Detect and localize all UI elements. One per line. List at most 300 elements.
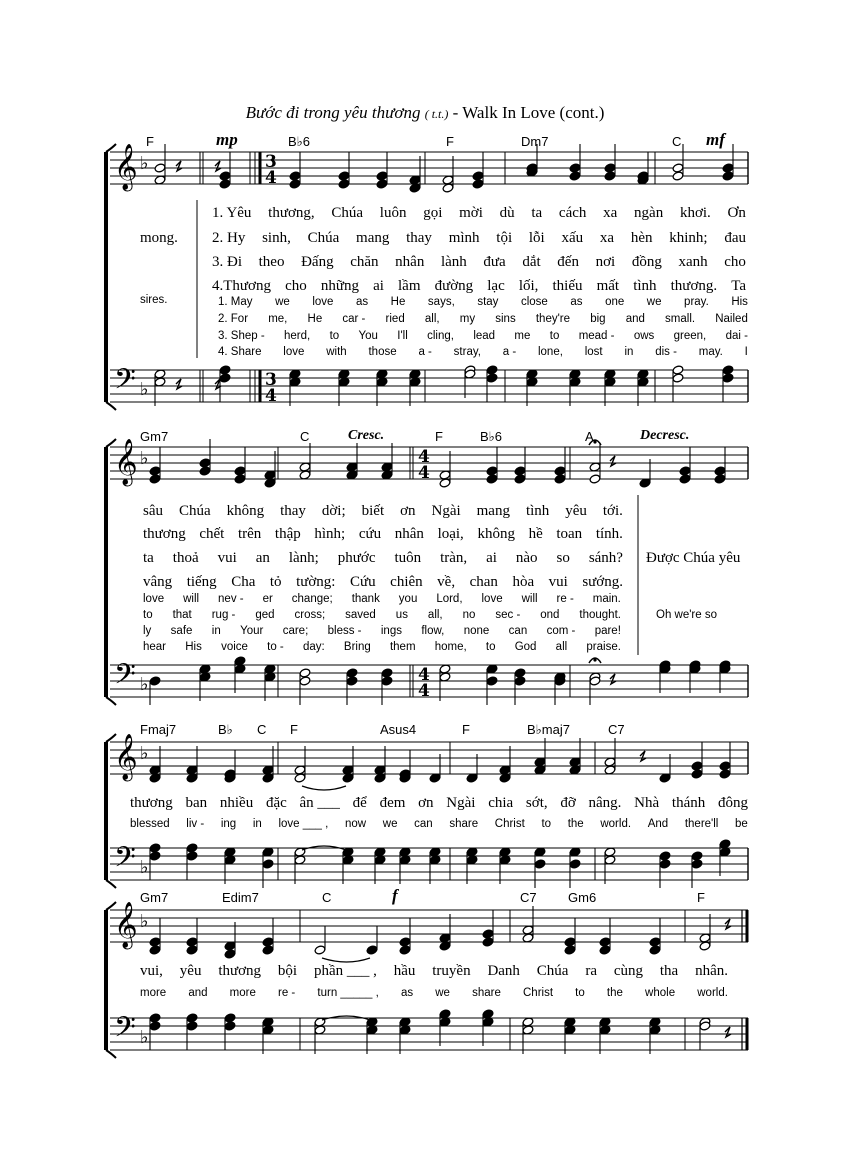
lyric-syllable: big — [590, 313, 606, 325]
note-head — [381, 676, 393, 686]
lyric-syllable: đường — [434, 278, 474, 294]
note-head — [219, 373, 231, 383]
lyric-syllable: 4. Share — [218, 346, 262, 358]
note-head — [604, 171, 616, 181]
lyric-syllable: car - — [342, 313, 366, 325]
lyric-syllable: ai — [486, 550, 497, 566]
lyric-syllable: we — [275, 296, 290, 308]
lyric-syllable: yêu — [179, 963, 202, 979]
lyric-syllable: mình — [448, 230, 480, 246]
time-signature: 4 — [418, 665, 430, 685]
lyric-syllable: nev - — [218, 593, 244, 605]
lyric-syllable: ơn — [418, 795, 434, 811]
note-head — [569, 859, 581, 869]
note-head — [219, 365, 231, 375]
dynamic-marking: f — [392, 886, 398, 905]
lyric-syllable: đặc — [265, 795, 287, 811]
lyric-syllable: re - — [556, 593, 574, 605]
lyric-syllable: pare! — [594, 625, 621, 637]
title-english: - Walk In Love — [452, 103, 556, 122]
lyric-syllable: tình — [525, 503, 550, 519]
lyric-syllable: cross; — [294, 609, 326, 621]
lyric-syllable: You — [358, 330, 378, 342]
lyric-syllable: in — [211, 625, 221, 637]
note-head — [719, 769, 731, 779]
note-head — [482, 929, 494, 939]
time-signature: 4 — [418, 463, 430, 483]
note-head — [514, 466, 526, 476]
lyric-syllable: khinh; — [669, 230, 708, 246]
note-head — [149, 676, 161, 686]
treble-clef: 𝄞 — [114, 902, 138, 948]
note-head — [679, 474, 691, 484]
lyric-syllable: cho — [285, 278, 307, 294]
lyric-syllable: dis - — [655, 346, 677, 358]
lyric-syllable: Christ — [494, 818, 525, 830]
verse-1-vi — [143, 503, 623, 520]
lyric-syllable: dù — [499, 205, 515, 221]
lyric-syllable: thương — [218, 963, 262, 979]
lyric-syllable: hầu — [393, 963, 416, 979]
lyric-syllable: small. — [665, 313, 696, 325]
system-bracket — [106, 1050, 116, 1058]
chord-symbol: Gm6 — [568, 890, 597, 905]
chord-symbol: F — [462, 722, 470, 737]
note-head — [599, 937, 611, 947]
bass-clef: 𝄢 — [114, 658, 136, 698]
chord-symbol: Edim7 — [222, 890, 259, 905]
lyric-syllable: be — [735, 818, 748, 830]
lyric-syllable: 4.Thương — [212, 278, 271, 294]
lyric-syllable: đồng — [631, 254, 662, 270]
lyric-syllable: khơi. — [679, 205, 711, 221]
lyric-syllable: we — [435, 987, 450, 999]
lyric-syllable: love ___ , — [278, 818, 329, 830]
lyric-syllable: er — [262, 593, 273, 605]
lyric-syllable: ings — [380, 625, 402, 637]
lyric-syllable: vâng — [143, 574, 173, 590]
note-head — [376, 171, 388, 181]
lyric-syllable: Ngài — [446, 795, 476, 811]
lyric-syllable: no — [462, 609, 476, 621]
lyric-syllable: stay — [477, 296, 499, 308]
lyric-syllable: nhân — [395, 254, 425, 270]
lyric-syllable: sins — [495, 313, 516, 325]
note-head — [649, 945, 661, 955]
lyric-syllable: may. — [698, 346, 723, 358]
verse-2-vi — [143, 526, 623, 543]
lyric-syllable: chia — [488, 795, 514, 811]
note-head — [514, 676, 526, 686]
title-cont: (cont.) — [559, 103, 605, 122]
note-head — [262, 945, 274, 955]
rest — [215, 161, 221, 171]
rest — [176, 161, 182, 171]
lyric-syllable: He — [307, 313, 323, 325]
lyric-syllable: to — [549, 330, 560, 342]
lyric-syllable: lost — [584, 346, 603, 358]
note-head — [691, 851, 703, 861]
note-head — [672, 373, 684, 383]
chord-symbol: C — [257, 722, 267, 737]
chord-symbol: C7 — [520, 890, 537, 905]
lyric-syllable: thank — [351, 593, 380, 605]
chord-symbol: Gm7 — [140, 890, 169, 905]
lyric-syllable: lone, — [537, 346, 563, 358]
dynamic-marking: mf — [706, 130, 725, 149]
lyric-syllable: love — [283, 346, 305, 358]
lyric-syllable: ows — [633, 330, 655, 342]
lyric-syllable: the — [606, 987, 623, 999]
lyric-syllable: 3. Shep - — [218, 330, 265, 342]
note-head — [199, 466, 211, 476]
chord-symbol: C — [300, 429, 310, 444]
lyric-syllable: home, — [434, 641, 467, 653]
lyric-syllable: 1. Yêu — [212, 205, 252, 221]
lyric-syllable: nơi — [595, 254, 616, 270]
flat-sign: ♭ — [140, 379, 149, 400]
lyric-syllable: all, — [427, 609, 443, 621]
note-head — [149, 1021, 161, 1031]
lyric-syllable: hèn — [630, 230, 653, 246]
system-bracket — [106, 880, 116, 888]
verse-4-en — [143, 641, 621, 653]
note-head — [589, 474, 601, 484]
note-head — [224, 949, 236, 959]
treble-clef: 𝄞 — [114, 144, 138, 190]
lyric-syllable: pray. — [684, 296, 709, 308]
lyric-syllable: chiên — [390, 574, 423, 590]
time-signature: 4 — [418, 447, 430, 467]
tie — [302, 786, 346, 790]
lyric-syllable: hề — [528, 526, 543, 542]
note-head — [486, 373, 498, 383]
lyric-syllable: there'll — [684, 818, 719, 830]
lyric-syllable: I — [744, 346, 748, 358]
lyric-syllable: chết — [199, 526, 225, 542]
note-head — [186, 851, 198, 861]
note-head — [691, 761, 703, 771]
lyric-syllable: tính. — [595, 526, 623, 542]
lyric-syllable: Nailed — [715, 313, 748, 325]
lyric-syllable: tội — [496, 230, 513, 246]
note-head — [299, 668, 311, 678]
chord-symbol: Dm7 — [521, 134, 549, 149]
lyric-syllable: day: — [302, 641, 325, 653]
lyric-syllable: I'll — [397, 330, 408, 342]
chord-symbol: A — [585, 429, 594, 444]
note-head — [262, 937, 274, 947]
lyric-syllable: 3. Đi — [212, 254, 242, 270]
lyric-syllable: share — [472, 987, 501, 999]
lyric-syllable: trên — [237, 526, 262, 542]
lyric-syllable: sâu — [143, 503, 163, 519]
lyric-syllable: as — [400, 987, 414, 999]
lyrics-en — [140, 987, 728, 999]
lyric-syllable: Chúa — [178, 503, 211, 519]
lyric-syllable: 2. Hy — [212, 230, 246, 246]
lyric-syllable: me — [514, 330, 531, 342]
lyric-syllable: chan — [469, 574, 498, 590]
lyric-syllable: ban — [185, 795, 208, 811]
lyric-syllable: flow, — [421, 625, 445, 637]
lyric-syllable: thương, — [268, 205, 315, 221]
note-head — [604, 163, 616, 173]
lyric-syllable: And — [647, 818, 669, 830]
lyric-syllable: nhân — [394, 526, 424, 542]
lyric-syllable: mời — [459, 205, 483, 221]
lyric-syllable: blessed — [130, 818, 170, 830]
lyric-syllable: ta — [143, 550, 154, 566]
rest — [725, 1027, 731, 1037]
time-signature: 4 — [265, 168, 277, 188]
system-1 — [100, 130, 760, 410]
note-head — [564, 945, 576, 955]
lyrics-vi — [140, 963, 728, 980]
note-head — [346, 676, 358, 686]
rest — [610, 456, 616, 466]
chord-symbol: C7 — [608, 722, 625, 737]
lyric-syllable: lành — [440, 254, 467, 270]
lyric-syllable: ân ___ — [299, 795, 340, 811]
lyric-syllable: and — [625, 313, 645, 325]
decrescendo-marking: Decresc. — [640, 428, 690, 443]
note-head — [149, 945, 161, 955]
rest — [610, 674, 616, 684]
chord-symbol: B♭maj7 — [527, 722, 570, 737]
lyric-syllable: nhân. — [695, 963, 728, 979]
lyric-syllable: none — [463, 625, 490, 637]
lyric-syllable: về, — [437, 574, 456, 590]
note-head — [149, 1013, 161, 1023]
chord-symbol: F — [146, 134, 154, 149]
lyric-syllable: to — [329, 330, 340, 342]
chord-symbol: F — [697, 890, 705, 905]
note-head — [149, 937, 161, 947]
verse-3-en — [143, 625, 621, 637]
lyric-syllable: all — [555, 641, 568, 653]
system-4 — [100, 888, 760, 1058]
lyric-syllable: they're — [535, 313, 571, 325]
rest — [640, 751, 646, 761]
note-head — [659, 851, 671, 861]
note-head — [564, 937, 576, 947]
lyric-syllable: saved — [345, 609, 376, 621]
lyric-syllable: my — [459, 313, 476, 325]
lyric-syllable: as — [570, 296, 583, 308]
note-head — [149, 843, 161, 853]
verse-1-en — [143, 593, 621, 605]
lyric-syllable: tường: — [296, 574, 336, 590]
crescendo-marking: Cresc. — [348, 428, 385, 443]
note-head — [569, 171, 581, 181]
lyric-syllable: tha — [659, 963, 679, 979]
chord-symbol: F — [290, 722, 298, 737]
system-2-staves — [100, 425, 760, 710]
lyric-syllable: in — [624, 346, 634, 358]
chord-symbol: C — [672, 134, 682, 149]
note-head — [338, 179, 350, 189]
lyric-syllable: thương — [130, 795, 173, 811]
lyric-syllable: them — [389, 641, 416, 653]
system-bracket — [106, 697, 116, 705]
lyric-syllable: rug - — [211, 609, 236, 621]
note-head — [224, 1021, 236, 1031]
lyric-syllable: tuôn — [394, 550, 422, 566]
note-head — [149, 851, 161, 861]
lyric-syllable: đỡ — [560, 795, 576, 811]
lyric-syllable: more — [140, 987, 167, 999]
lyric-syllable: chăn — [350, 254, 379, 270]
lyric-syllable: lối, — [518, 278, 539, 294]
title-tt: ( t.t.) — [424, 107, 449, 121]
chord-symbol: B♭6 — [480, 429, 503, 444]
lyric-syllable: ai — [373, 278, 384, 294]
lyric-syllable: Ngài — [431, 503, 461, 519]
lyric-syllable: herd, — [284, 330, 311, 342]
lyric-syllable: bless - — [327, 625, 362, 637]
lyric-syllable: voice — [221, 641, 248, 653]
flat-sign: ♭ — [140, 674, 149, 695]
rest — [176, 379, 182, 389]
lyric-syllable: nào — [515, 550, 538, 566]
note-head — [472, 171, 484, 181]
lyric-syllable: God — [514, 641, 537, 653]
treble-clef: 𝄞 — [114, 439, 138, 485]
note-head — [486, 466, 498, 476]
verse-3-vi — [212, 254, 746, 271]
verse-4-en — [218, 346, 748, 358]
chord-symbol: C — [322, 890, 332, 905]
lyric-syllable: sánh? — [588, 550, 623, 566]
note-head — [399, 937, 411, 947]
lyric-syllable: us — [395, 609, 408, 621]
lyric-syllable: ơn — [400, 503, 416, 519]
lyric-syllable: mang — [356, 230, 390, 246]
note-head — [691, 859, 703, 869]
lyric-syllable: that — [172, 609, 192, 621]
note-head — [289, 179, 301, 189]
lyric-syllable: đưa — [483, 254, 506, 270]
note-head — [691, 769, 703, 779]
note-head — [299, 676, 311, 686]
verse-1-vi — [212, 205, 746, 222]
note-head — [262, 859, 274, 869]
lyric-syllable: we — [646, 296, 662, 308]
lyric-syllable: ngàn — [634, 205, 664, 221]
lyric-syllable: dai - — [725, 330, 748, 342]
lyric-syllable: đau — [724, 230, 746, 246]
note-head — [672, 365, 684, 375]
time-signature: 3 — [265, 152, 277, 172]
lyric-syllable: Your — [240, 625, 264, 637]
lyric-syllable: cho — [724, 254, 746, 270]
pickup-lyric-vi: mong. — [140, 230, 178, 246]
lyric-syllable: luôn — [379, 205, 407, 221]
note-head — [186, 1021, 198, 1031]
lyric-syllable: lầm — [398, 278, 421, 294]
lyric-syllable: lỗi — [528, 230, 545, 246]
note-head — [338, 171, 350, 181]
dynamic-marking: mp — [216, 130, 238, 149]
lyric-syllable: cling, — [427, 330, 454, 342]
lyric-syllable: can — [414, 818, 433, 830]
note-head — [186, 937, 198, 947]
note-head — [714, 474, 726, 484]
lyric-syllable: mang — [476, 503, 510, 519]
chord-symbol: B♭ — [218, 722, 233, 737]
refrain-lyric-en: Oh we're so — [656, 609, 717, 621]
lyric-syllable: Christ — [523, 987, 554, 999]
note-head — [472, 179, 484, 189]
lyric-syllable: phần ___ , — [313, 963, 377, 979]
lyric-syllable: mất — [596, 278, 620, 294]
system-3 — [100, 720, 760, 885]
lyric-syllable: sướng. — [582, 574, 623, 590]
note-head — [722, 365, 734, 375]
lyric-syllable: 2. For — [218, 313, 249, 325]
lyric-syllable: ried — [385, 313, 405, 325]
verse-2-en — [218, 313, 748, 325]
bass-clef: 𝄢 — [114, 363, 136, 403]
bass-clef: 𝄢 — [114, 1011, 136, 1051]
lyric-syllable: gọi — [423, 205, 443, 221]
note-head — [149, 474, 161, 484]
lyric-syllable: mead - — [578, 330, 615, 342]
lyric-syllable: thoả — [172, 550, 199, 566]
lyric-syllable: tỏ — [269, 574, 282, 590]
lyric-syllable: không — [226, 503, 265, 519]
note-head — [186, 1013, 198, 1023]
lyric-syllable: world. — [697, 987, 728, 999]
flat-sign: ♭ — [140, 857, 149, 878]
note-head — [554, 466, 566, 476]
note-head — [722, 163, 734, 173]
note-head — [199, 458, 211, 468]
time-signature: 4 — [265, 386, 277, 406]
lyric-syllable: love — [481, 593, 503, 605]
lyric-syllable: will — [183, 593, 200, 605]
lyric-syllable: dời; — [321, 503, 346, 519]
lyric-syllable: care; — [282, 625, 309, 637]
chord-symbol: Gm7 — [140, 429, 169, 444]
lyric-syllable: lạc — [487, 278, 505, 294]
lyric-syllable: re - — [278, 987, 296, 999]
note-head — [314, 945, 326, 955]
refrain-lyric-vi: Được Chúa yêu — [646, 550, 741, 566]
flat-sign: ♭ — [140, 743, 149, 764]
lyric-syllable: as — [355, 296, 369, 308]
lyric-syllable: to — [485, 641, 496, 653]
lyric-syllable: ged — [255, 609, 275, 621]
lyric-syllable: share — [449, 818, 479, 830]
verse-2-vi — [212, 230, 746, 247]
note-head — [234, 466, 246, 476]
lyric-syllable: more — [229, 987, 256, 999]
note-head — [554, 474, 566, 484]
lyric-syllable: vui — [548, 574, 568, 590]
pickup-lyric-en: sires. — [140, 294, 168, 306]
lyrics-en — [130, 818, 748, 830]
lyric-syllable: one — [605, 296, 625, 308]
lyric-syllable: you — [398, 593, 418, 605]
lyric-syllable: whole — [645, 987, 676, 999]
lyric-syllable: change; — [291, 593, 333, 605]
lyric-syllable: vui — [217, 550, 237, 566]
note-head — [399, 945, 411, 955]
lyric-syllable: đem — [379, 795, 406, 811]
lyric-syllable: those — [368, 346, 397, 358]
